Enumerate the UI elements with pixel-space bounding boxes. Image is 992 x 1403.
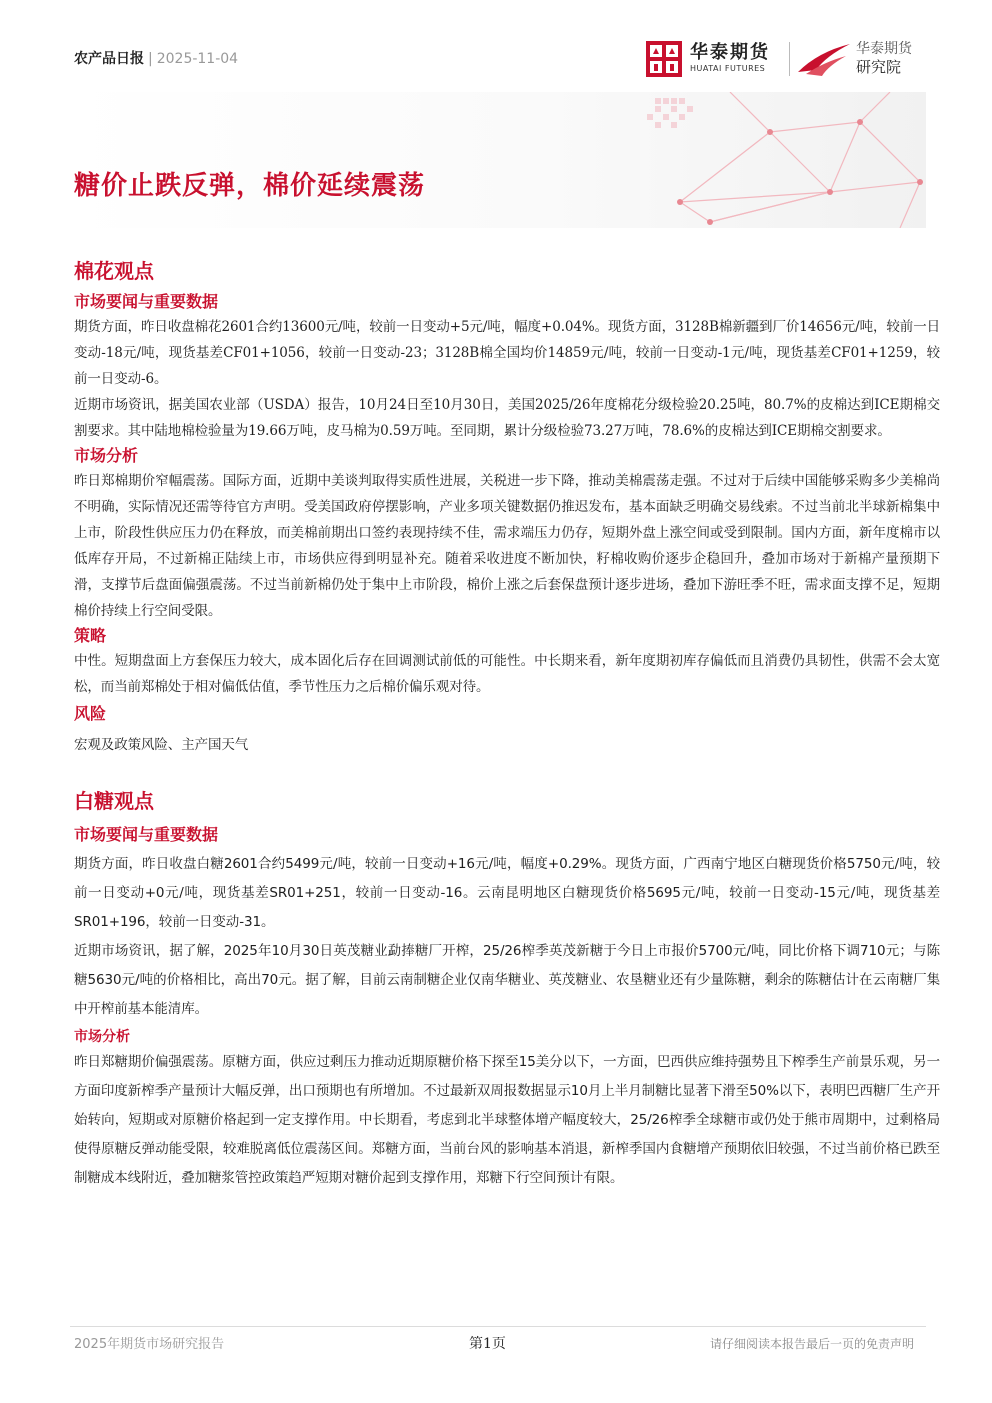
banner-background [70,92,926,228]
sugar-news-heading: 市场要闻与重要数据 [74,825,219,844]
cotton-strategy-paragraph: 中性。短期盘面上方套保压力较大，成本固化后存在回调测试前低的可能性。中长期来看，新年度期初库存偏低而且消费仍具韧性，供需不会太宽松，而当前郑棉处于相对偏低估值，季节性压力之后棉价偏乐观对待。 [74,653,940,695]
footer-page-number: 第1页 [469,1336,506,1352]
sugar-analysis-heading: 市场分析 [74,1029,130,1045]
cotton-analysis-paragraph: 昨日郑棉期价窄幅震荡。国际方面，近期中美谈判取得实质性进展，关税进一步下降，推动美棉震荡走强。不过对于后续中国能够采购多少美棉尚不明确，实际情况还需等待官方声明。受美国政府停摆影响，产业多项关键数据仍推迟发布，基本面缺乏明确交易线索。不过当前北半球新棉集中上市，阶段性供应压力仍在释放，而美棉前期出口签约表现持续不佳，需求端压力仍存，短期外盘上涨空间或受到限制。国内方面，新年度棉市以低库存开局，不过新棉正陆续上市，市场供应得到明显补充。随着采收进度不断加快，籽棉收购价逐步企稳回升，叠加市场对于新棉产量预期下滑，支撑节后盘面偏强震荡。不过当前新棉仍处于集中上市阶段，棉价上涨之后套保盘预计逐步进场，叠加下游旺季不旺，需求面支撑不足，短期棉价持续上行空间受限。 [74,473,940,619]
sugar-news-paragraph-2: 近期市场资讯，据了解，2025年10月30日英茂糖业勐捧糖厂开榨，25/26榨季英茂新糖于今日上市报价5700元/吨，同比价格下调710元；与陈糖5630元/吨的价格相比，高出70元。据了解，目前云南制糖企业仅南华糖业、英茂糖业、农垦糖业还有少量陈糖，剩余的陈糖估计在云南糖厂集中开榨前基本能清库。 [74,943,940,1017]
sugar-section [74,786,940,1193]
cotton-strategy-heading: 策略 [74,626,107,645]
footer-report-name: 2025年期货市场研究报告 [74,1337,225,1352]
cotton-news-paragraph-2: 近期市场资讯，据美国农业部（USDA）报告，10月24日至10月30日，美国2025/26年度棉花分级检验20.25吨，80.7%的皮棉达到ICE期棉交割要求。其中陆地棉检验量为19.66万吨，皮马棉为0.59万吨。至同期，累计分级检验73.27万吨，78.6%的皮棉达到ICE期棉交割要求。 [74,397,940,439]
cotton-risk-paragraph: 宏观及政策风险、主产国天气 [74,737,249,753]
cotton-news-paragraph-1: 期货方面，昨日收盘棉花2601合约13600元/吨，较前一日变动+5元/吨，幅度+0.04%。现货方面，3128B棉新疆到厂价14656元/吨，较前一日变动-18元/吨，现货基差CF01+1056，较前一日变动-23；3128B棉全国均价14859元/吨，较前一日变动-1元/吨，现货基差CF01+1259，较前一日变动-6。 [74,319,940,387]
cotton-section [74,256,940,758]
huatai-logo-icon [646,41,682,77]
cotton-news-heading: 市场要闻与重要数据 [74,292,219,311]
logo-divider [789,42,790,76]
footer-divider [70,1326,926,1327]
sugar-heading: 白糖观点 [74,789,154,813]
header-separator: | [148,51,153,67]
institute-line1: 华泰期货 [856,41,912,57]
report-header [74,48,238,68]
sugar-analysis-paragraph: 昨日郑糖期价偏强震荡。原糖方面，供应过剩压力推动近期原糖价格下探至15美分以下，一方面，巴西供应维持强势且下榨季生产前景乐观，另一方面印度新榨季产量预计大幅反弹，出口预期也有所增加。不过最新双周报数据显示10月上半月制糖比显著下滑至50%以下，表明巴西糖厂生产开始转向，短期或对原糖价格起到一定支撑作用。中长期看，考虑到北半球整体增产幅度较大，25/26榨季全球糖市或仍处于熊市周期中，过剩格局使得原糖反弹动能受限，较难脱离低位震荡区间。郑糖方面，当前台风的影响基本消退，新榨季国内食糖增产预期依旧较强，不过当前价格已跌至制糖成本线附近，叠加糖浆管控政策趋严短期对糖价起到支撑作用，郑糖下行空间预计有限。 [74,1054,940,1186]
cotton-analysis-heading: 市场分析 [74,446,139,465]
logo-cn-text: 华泰期货 [690,42,770,63]
report-content [74,256,940,1193]
institute-line2: 研究院 [856,58,902,76]
report-date: 2025-11-04 [156,51,239,67]
huatai-logo [646,40,770,78]
logo-en-text: HUATAI FUTURES [690,64,766,73]
report-type: 农产品日报 [74,51,144,67]
institute-swoosh-icon [796,38,856,80]
page-title: 糖价止跌反弹，棉价延续震荡 [74,171,426,201]
sugar-news-paragraph-1: 期货方面，昨日收盘白糖2601合约5499元/吨，较前一日变动+16元/吨，幅度+0.29%。现货方面，广西南宁地区白糖现货价格5750元/吨，较前一日变动+0元/吨，现货基差SR01+251，较前一日变动-16。云南昆明地区白糖现货价格5695元/吨，较前一日变动-15元/吨，现货基差SR01+196，较前一日变动-31。 [74,856,940,930]
cotton-heading: 棉花观点 [74,259,154,283]
institute-logo [796,38,926,80]
footer-disclaimer: 请仔细阅读本报告最后一页的免责声明 [709,1337,914,1351]
cotton-risk-heading: 风险 [74,704,107,723]
